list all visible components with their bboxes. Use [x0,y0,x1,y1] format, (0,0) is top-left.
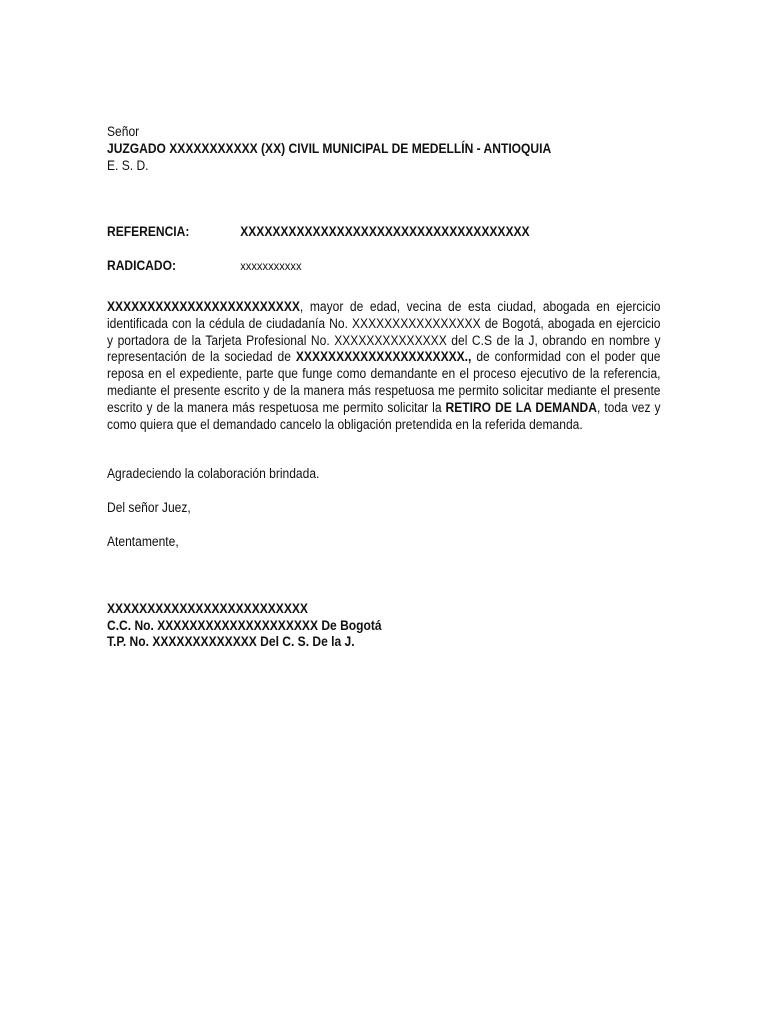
radicado-label: RADICADO: [107,258,176,274]
letter-content [107,124,661,651]
body-paragraph [107,299,661,433]
company-name: XXXXXXXXXXXXXXXXXXXXX., [295,349,472,365]
signature-tp: T.P. No. XXXXXXXXXXXXX Del C. S. De la J. [107,634,355,650]
radicado-row [107,258,661,275]
reference-row [107,224,661,241]
signature-cc: C.C. No. XXXXXXXXXXXXXXXXXXXX De Bogotá [107,617,382,633]
closing: Atentamente, [107,533,179,549]
court-name: JUZGADO XXXXXXXXXXX (XX) CIVIL MUNICIPAL DE MEDELLÍN - ANTIOQUIA [107,140,552,156]
requested-action: RETIRO DE LA DEMANDA [445,399,597,415]
spacer [107,433,661,466]
body-text-1: , mayor de edad, vecina de esta ciudad, abogada en ejercicio identificada con la cédula de ciudadanía No. XXXXXXXXXXXXXXXX de Bogotá, abogada en ejercicio y portadora de la Tarjeta Profesional No. XXXXXXXXXXXXXX del C.S de la J, obrando en nombre y representación de la sociedad de [107,298,661,365]
reference-value: XXXXXXXXXXXXXXXXXXXXXXXXXXXXXXXXXXXX [240,224,530,240]
spacer [107,174,661,224]
reference-label: REFERENCIA: [107,224,190,240]
thanks-line: Agradeciendo la colaboración brindada. [107,466,320,482]
closing-to: Del señor Juez, [107,500,191,516]
body-text-2: de conformidad con el poder que reposa en el expediente, parte que funge como demandante en el proceso ejecutivo de la referencia, mediante el presente escrito y de la manera más respetuosa me permito solicitar mediante el presente escrito y de la manera más respetuosa me permito solicitar la [107,349,661,415]
signature-name: XXXXXXXXXXXXXXXXXXXXXXXXX [107,600,308,616]
spacer [107,241,661,258]
petitioner-name: XXXXXXXXXXXXXXXXXXXXXXXX [107,298,300,314]
spacer [107,517,661,534]
spacer [107,483,661,500]
body-text-3: , toda vez y como quiera que el demandado cancelo la obligación pretendida en la referida demanda. [107,399,661,432]
spacer [107,551,661,601]
spacer [107,275,661,299]
esd-line: E. S. D. [107,157,149,173]
radicado-value: xxxxxxxxxxx [240,259,302,274]
salutation: Señor [107,124,140,139]
